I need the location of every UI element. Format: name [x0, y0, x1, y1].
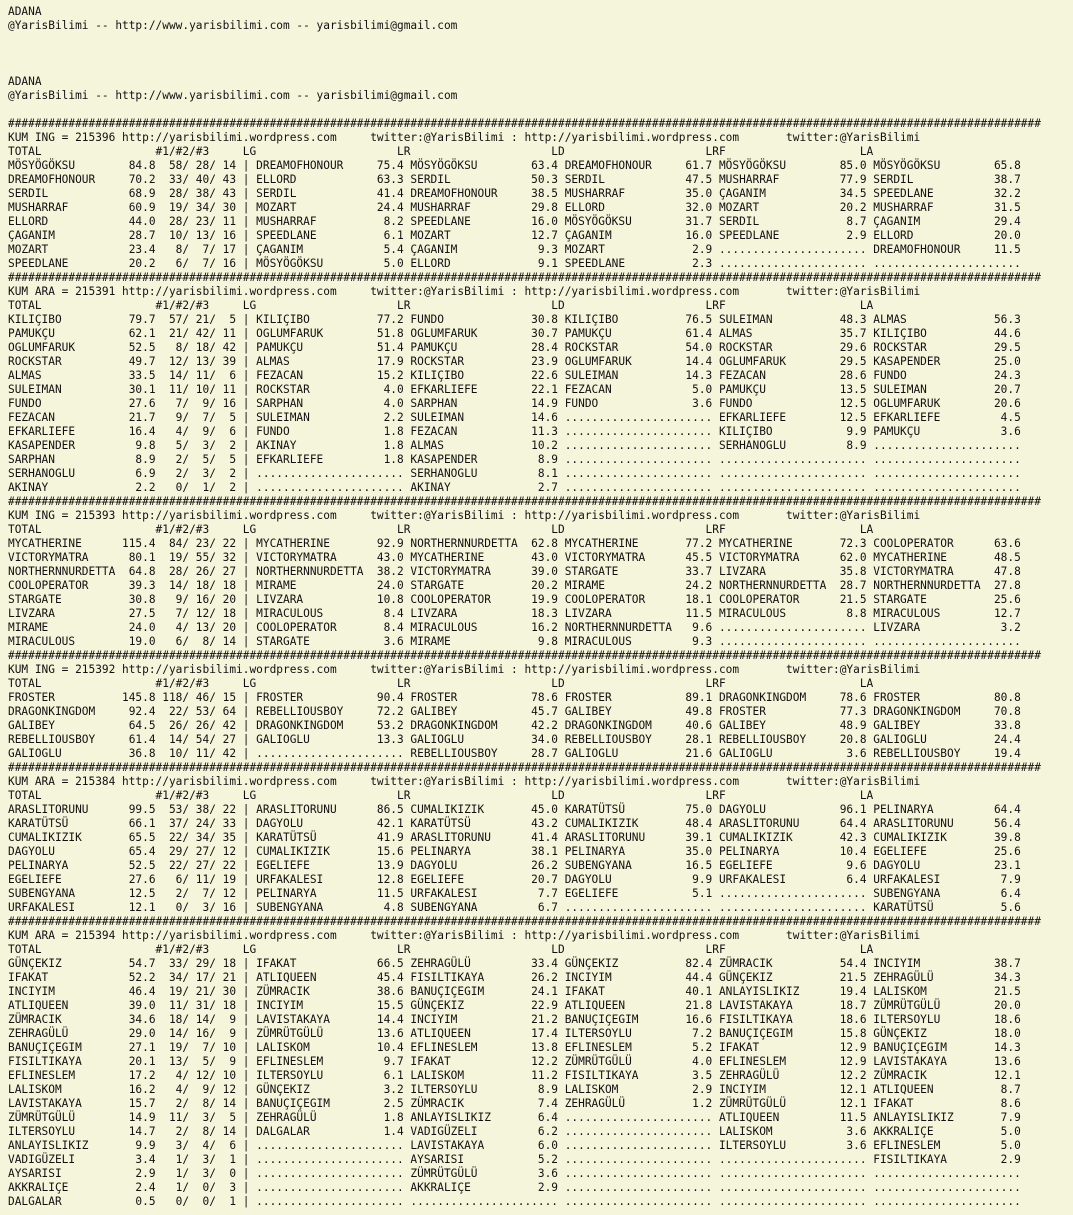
horse-stat-row: SPEEDLANE 20.2 6/ 7/ 16 | MÖSYÖGÖKSU 5.0 ELLORD 9.1 SPEEDLANE 2.3 ...................... ...................... [8, 257, 1021, 270]
horse-stat-row: ARASLITORUNU 99.5 53/ 38/ 22 | ARASLITORUNU 86.5 CUMALIKIZIK 45.0 KARATÜTSÜ 75.0 DAGYOLU 96.1 PELINARYA 64.4 [8, 803, 1021, 816]
horse-stat-row: MUSHARRAF 60.9 19/ 34/ 30 | MOZART 24.4 MUSHARRAF 29.8 ELLORD 32.0 MOZART 20.2 MUSHARRAF 31.5 [8, 201, 1021, 214]
horse-stat-row: BANUÇIÇEGIM 27.1 19/ 7/ 10 | LALISKOM 10.4 EFLINESLEM 13.8 EFLINESLEM 5.2 IFAKAT 12.9 BANUÇIÇEGIM 14.3 [8, 1041, 1021, 1054]
column-header-row: TOTAL #1/#2/#3 LG LR LD LRF LA [8, 677, 874, 690]
page-title: ADANA [8, 75, 42, 88]
horse-stat-row: MÖSYÖGÖKSU 84.8 58/ 28/ 14 | DREAMOFHONOUR 75.4 MÖSYÖGÖKSU 63.4 DREAMOFHONOUR 61.7 MÖSYÖGÖKSU 85.0 MÖSYÖGÖKSU 65.8 [8, 159, 1021, 172]
horse-stat-row: SERHANOGLU 6.9 2/ 3/ 2 | ...................... SERHANOGLU 8.1 ...................... ...................... ...................... [8, 467, 1021, 480]
section-separator: ########################################################################################################################################################## [8, 649, 1041, 662]
horse-stat-row: URFAKALESI 12.1 0/ 3/ 16 | SUBENGYANA 4.8 SUBENGYANA 6.7 ...................... ...................... KARATÜTSÜ 5.6 [8, 901, 1021, 914]
horse-stat-row: MIRAME 24.0 4/ 13/ 20 | COOLOPERATOR 8.4 MIRACULOUS 16.2 NORTHERNNURDETTA 9.6 ...................... LIVZARA 3.2 [8, 621, 1021, 634]
horse-stat-row: ALMAS 33.5 14/ 11/ 6 | FEZACAN 15.2 KILIÇIBO 22.6 SULEIMAN 14.3 FEZACAN 28.6 FUNDO 24.3 [8, 369, 1021, 382]
horse-stat-row: SERDIL 68.9 28/ 38/ 43 | SERDIL 41.4 DREAMOFHONOUR 38.5 MUSHARRAF 35.0 ÇAGANIM 34.5 SPEEDLANE 32.2 [8, 187, 1021, 200]
horse-stat-row: AKINAY 2.2 0/ 1/ 2 | ...................... AKINAY 2.7 ...................... ...................... ...................... [8, 481, 1021, 494]
horse-stat-row: REBELLIOUSBOY 61.4 14/ 54/ 27 | GALIOGLU 13.3 GALIOGLU 34.0 REBELLIOUSBOY 28.1 REBELLIOUSBOY 20.8 GALIOGLU 24.4 [8, 733, 1021, 746]
horse-stat-row: ROCKSTAR 49.7 12/ 13/ 39 | ALMAS 17.9 ROCKSTAR 23.9 OGLUMFARUK 14.4 OGLUMFARUK 29.5 KASAPENDER 25.0 [8, 355, 1021, 368]
horse-stat-row: DREAMOFHONOUR 70.2 33/ 40/ 43 | ELLORD 63.3 SERDIL 50.3 SERDIL 47.5 MUSHARRAF 77.9 SERDIL 38.7 [8, 173, 1021, 186]
horse-stat-row: AKKRALIÇE 2.4 1/ 0/ 3 | ...................... AKKRALIÇE 2.9 ...................... ...................... ...................... [8, 1181, 1021, 1194]
horse-stat-row: FROSTER 145.8 118/ 46/ 15 | FROSTER 90.4 FROSTER 78.6 FROSTER 89.1 DRAGONKINGDOM 78.6 FROSTER 80.8 [8, 691, 1021, 704]
horse-stat-row: EFKARLIEFE 16.4 4/ 9/ 6 | FUNDO 1.8 FEZACAN 11.3 ...................... KILIÇIBO 9.9 PAMUKÇU 3.6 [8, 425, 1021, 438]
race-header: KUM ARA = 215394 http://yarisbilimi.wordpress.com twitter:@YarisBilimi : http://yarisbilimi.wordpress.com twitter:@YarisBilimi [8, 929, 921, 942]
race-header: KUM ARA = 215384 http://yarisbilimi.wordpress.com twitter:@YarisBilimi : http://yarisbilimi.wordpress.com twitter:@YarisBilimi [8, 775, 921, 788]
race-header: KUM ING = 215393 http://yarisbilimi.wordpress.com twitter:@YarisBilimi : http://yarisbilimi.wordpress.com twitter:@YarisBilimi [8, 509, 921, 522]
blank-line [8, 33, 1073, 47]
horse-stat-row: MOZART 23.4 8/ 7/ 17 | ÇAGANIM 5.4 ÇAGANIM 9.3 MOZART 2.9 ...................... DREAMOFHONOUR 11.5 [8, 243, 1021, 256]
race-header: KUM ING = 215392 http://yarisbilimi.wordpress.com twitter:@YarisBilimi : http://yarisbilimi.wordpress.com twitter:@YarisBilimi [8, 663, 921, 676]
horse-stat-row: ÇAGANIM 28.7 10/ 13/ 16 | SPEEDLANE 6.1 MOZART 12.7 ÇAGANIM 16.0 SPEEDLANE 2.9 ELLORD 20.0 [8, 229, 1021, 242]
horse-stat-row: PAMUKÇU 62.1 21/ 42/ 11 | OGLUMFARUK 51.8 OGLUMFARUK 30.7 PAMUKÇU 61.4 ALMAS 35.7 KILIÇIBO 44.6 [8, 327, 1021, 340]
horse-stat-row: PELINARYA 52.5 22/ 27/ 22 | EGELIEFE 13.9 DAGYOLU 26.2 SUBENGYANA 16.5 EGELIEFE 9.6 DAGYOLU 23.1 [8, 859, 1021, 872]
horse-stat-row: SARPHAN 8.9 2/ 5/ 5 | EFKARLIEFE 1.8 KASAPENDER 8.9 ...................... ...................... ...................... [8, 453, 1021, 466]
horse-stat-row: ZÜMRACIK 34.6 18/ 14/ 9 | LAVISTAKAYA 14.4 INCIYIM 21.2 BANUÇIÇEGIM 16.6 FISILTIKAYA 18.6 ILTERSOYLU 18.6 [8, 1013, 1021, 1026]
horse-stat-row: DRAGONKINGDOM 92.4 22/ 53/ 64 | REBELLIOUSBOY 72.2 GALIBEY 45.7 GALIBEY 49.8 FROSTER 77.3 DRAGONKINGDOM 70.8 [8, 705, 1021, 718]
byline: @YarisBilimi -- http://www.yarisbilimi.com -- yarisbilimi@gmail.com [8, 89, 458, 102]
horse-stat-row: MIRACULOUS 19.0 6/ 8/ 14 | STARGATE 3.6 MIRAME 9.8 MIRACULOUS 9.3 ...................... ...................... [8, 635, 1021, 648]
horse-stat-row: ANLAYISLIKIZ 9.9 3/ 4/ 6 | ...................... LAVISTAKAYA 6.0 ...................... ILTERSOYLU 3.6 EFLINESLEM 5.0 [8, 1139, 1021, 1152]
column-header-row: TOTAL #1/#2/#3 LG LR LD LRF LA [8, 145, 874, 158]
horse-stat-row: OGLUMFARUK 52.5 8/ 18/ 42 | PAMUKÇU 51.4 PAMUKÇU 28.4 ROCKSTAR 54.0 ROCKSTAR 29.6 ROCKSTAR 29.5 [8, 341, 1021, 354]
page-title: ADANA [8, 5, 42, 18]
horse-stat-row: COOLOPERATOR 39.3 14/ 18/ 18 | MIRAME 24.0 STARGATE 20.2 MIRAME 24.2 NORTHERNNURDETTA 28.7 NORTHERNNURDETTA 27.8 [8, 579, 1021, 592]
horse-stat-row: SULEIMAN 30.1 11/ 10/ 11 | ROCKSTAR 4.0 EFKARLIEFE 22.1 FEZACAN 5.0 PAMUKÇU 13.5 SULEIMAN 20.7 [8, 383, 1021, 396]
blank-line [8, 47, 1073, 61]
horse-stat-row: CUMALIKIZIK 65.5 22/ 34/ 35 | KARATÜTSÜ 41.9 ARASLITORUNU 41.4 ARASLITORUNU 39.1 CUMALIKIZIK 42.3 CUMALIKIZIK 39.8 [8, 831, 1021, 844]
column-header-row: TOTAL #1/#2/#3 LG LR LD LRF LA [8, 943, 874, 956]
horse-stat-row: KARATÜTSÜ 66.1 37/ 24/ 33 | DAGYOLU 42.1 KARATÜTSÜ 43.2 CUMALIKIZIK 48.4 ARASLITORUNU 64.4 ARASLITORUNU 56.4 [8, 817, 1021, 830]
horse-stat-row: FISILTIKAYA 20.1 13/ 5/ 9 | EFLINESLEM 9.7 IFAKAT 12.2 ZÜMRÜTGÜLÜ 4.0 EFLINESLEM 12.9 LAVISTAKAYA 13.6 [8, 1055, 1021, 1068]
horse-stat-row: KASAPENDER 9.8 5/ 3/ 2 | AKINAY 1.8 ALMAS 10.2 ...................... SERHANOGLU 8.9 ...................... [8, 439, 1021, 452]
horse-stat-row: DALGALAR 0.5 0/ 0/ 1 | ...................... ...................... ...................... ...................... ...................... [8, 1195, 1021, 1208]
horse-stat-row: GALIBEY 64.5 26/ 26/ 42 | DRAGONKINGDOM 53.2 DRAGONKINGDOM 42.2 DRAGONKINGDOM 40.6 GALIBEY 48.9 GALIBEY 33.8 [8, 719, 1021, 732]
horse-stat-row: NORTHERNNURDETTA 64.8 28/ 26/ 27 | NORTHERNNURDETTA 38.2 VICTORYMATRA 39.0 STARGATE 33.7 LIVZARA 35.8 VICTORYMATRA 47.8 [8, 565, 1021, 578]
horse-stat-row: ZÜMRÜTGÜLÜ 14.9 11/ 3/ 5 | ZEHRAGÜLÜ 1.8 ANLAYISLIKIZ 6.4 ...................... ATLIQUEEN 11.5 ANLAYISLIKIZ 7.9 [8, 1111, 1021, 1124]
horse-stat-row: LALISKOM 16.2 4/ 9/ 12 | GÜNÇEKIZ 3.2 ILTERSOYLU 8.9 LALISKOM 2.9 INCIYIM 12.1 ATLIQUEEN 8.7 [8, 1083, 1021, 1096]
horse-stat-row: AYSARISI 2.9 1/ 3/ 0 | ...................... ZÜMRÜTGÜLÜ 3.6 ...................... ...................... ...................... [8, 1167, 1021, 1180]
blank-line [8, 103, 1073, 117]
section-separator: ########################################################################################################################################################## [8, 915, 1041, 928]
horse-stat-row: EFLINESLEM 17.2 4/ 12/ 10 | ILTERSOYLU 6.1 LALISKOM 11.2 FISILTIKAYA 3.5 ZEHRAGÜLÜ 12.2 ZÜMRACIK 12.1 [8, 1069, 1021, 1082]
horse-stat-row: FEZACAN 21.7 9/ 7/ 5 | SULEIMAN 2.2 SULEIMAN 14.6 ...................... EFKARLIEFE 12.5 EFKARLIEFE 4.5 [8, 411, 1021, 424]
section-separator: ########################################################################################################################################################## [8, 117, 1041, 130]
byline: @YarisBilimi -- http://www.yarisbilimi.com -- yarisbilimi@gmail.com [8, 19, 458, 32]
horse-stat-row: VICTORYMATRA 80.1 19/ 55/ 32 | VICTORYMATRA 43.0 MYCATHERINE 43.0 VICTORYMATRA 45.5 VICTORYMATRA 62.0 MYCATHERINE 48.5 [8, 551, 1021, 564]
section-separator: ########################################################################################################################################################## [8, 495, 1041, 508]
blank-line [8, 61, 1073, 75]
horse-stat-row: FUNDO 27.6 7/ 9/ 16 | SARPHAN 4.0 SARPHAN 14.9 FUNDO 3.6 FUNDO 12.5 OGLUMFARUK 20.6 [8, 397, 1021, 410]
horse-stat-row: INCIYIM 46.4 19/ 21/ 30 | ZÜMRACIK 38.6 BANUÇIÇEGIM 24.1 IFAKAT 40.1 ANLAYISLIKIZ 19.4 LALISKOM 21.5 [8, 985, 1021, 998]
horse-stat-row: ZEHRAGÜLÜ 29.0 14/ 16/ 9 | ZÜMRÜTGÜLÜ 13.6 ATLIQUEEN 17.4 ILTERSOYLU 7.2 BANUÇIÇEGIM 15.8 GÜNÇEKIZ 18.0 [8, 1027, 1021, 1040]
section-separator: ########################################################################################################################################################## [8, 271, 1041, 284]
race-header: KUM ING = 215396 http://yarisbilimi.wordpress.com twitter:@YarisBilimi : http://yarisbilimi.wordpress.com twitter:@YarisBilimi [8, 131, 921, 144]
horse-stat-row: LIVZARA 27.5 7/ 12/ 18 | MIRACULOUS 8.4 LIVZARA 18.3 LIVZARA 11.5 MIRACULOUS 8.8 MIRACULOUS 12.7 [8, 607, 1021, 620]
column-header-row: TOTAL #1/#2/#3 LG LR LD LRF LA [8, 523, 874, 536]
horse-stat-row: IFAKAT 52.2 34/ 17/ 21 | ATLIQUEEN 45.4 FISILTIKAYA 26.2 INCIYIM 44.4 GÜNÇEKIZ 21.5 ZEHRAGÜLÜ 34.3 [8, 971, 1021, 984]
column-header-row: TOTAL #1/#2/#3 LG LR LD LRF LA [8, 789, 874, 802]
horse-stat-row: EGELIEFE 27.6 6/ 11/ 19 | URFAKALESI 12.8 EGELIEFE 20.7 DAGYOLU 9.9 URFAKALESI 6.4 URFAKALESI 7.9 [8, 873, 1021, 886]
horse-stat-row: ELLORD 44.0 28/ 23/ 11 | MUSHARRAF 8.2 SPEEDLANE 16.0 MÖSYÖGÖKSU 31.7 SERDIL 8.7 ÇAGANIM 29.4 [8, 215, 1021, 228]
horse-stat-row: SUBENGYANA 12.5 2/ 7/ 12 | PELINARYA 11.5 URFAKALESI 7.7 EGELIEFE 5.1 ...................... SUBENGYANA 6.4 [8, 887, 1021, 900]
horse-stat-row: GÜNÇEKIZ 54.7 33/ 29/ 18 | IFAKAT 66.5 ZEHRAGÜLÜ 33.4 GÜNÇEKIZ 82.4 ZÜMRACIK 54.4 INCIYIM 38.7 [8, 957, 1021, 970]
horse-stat-row: VADIGÜZELI 3.4 1/ 3/ 1 | ...................... AYSARISI 5.2 ...................... ...................... FISILTIKAYA 2.9 [8, 1153, 1021, 1166]
section-separator: ########################################################################################################################################################## [8, 761, 1041, 774]
horse-stat-row: ATLIQUEEN 39.0 11/ 31/ 18 | INCIYIM 15.5 GÜNÇEKIZ 22.9 ATLIQUEEN 21.8 LAVISTAKAYA 18.7 ZÜMRÜTGÜLÜ 20.0 [8, 999, 1021, 1012]
column-header-row: TOTAL #1/#2/#3 LG LR LD LRF LA [8, 299, 874, 312]
horse-stat-row: KILIÇIBO 79.7 57/ 21/ 5 | KILIÇIBO 77.2 FUNDO 30.8 KILIÇIBO 76.5 SULEIMAN 48.3 ALMAS 56.3 [8, 313, 1021, 326]
horse-stat-row: LAVISTAKAYA 15.7 2/ 8/ 14 | BANUÇIÇEGIM 2.5 ZÜMRACIK 7.4 ZEHRAGÜLÜ 1.2 ZÜMRÜTGÜLÜ 12.1 IFAKAT 8.6 [8, 1097, 1021, 1110]
horse-stat-row: DAGYOLU 65.4 29/ 27/ 12 | CUMALIKIZIK 15.6 PELINARYA 38.1 PELINARYA 35.0 PELINARYA 10.4 EGELIEFE 25.6 [8, 845, 1021, 858]
race-header: KUM ARA = 215391 http://yarisbilimi.wordpress.com twitter:@YarisBilimi : http://yarisbilimi.wordpress.com twitter:@YarisBilimi [8, 285, 921, 298]
horse-stat-row: MYCATHERINE 115.4 84/ 23/ 22 | MYCATHERINE 92.9 NORTHERNNURDETTA 62.8 MYCATHERINE 77.2 MYCATHERINE 72.3 COOLOPERATOR 63.6 [8, 537, 1021, 550]
horse-stat-row: STARGATE 30.8 9/ 16/ 20 | LIVZARA 10.8 COOLOPERATOR 19.9 COOLOPERATOR 18.1 COOLOPERATOR 21.5 STARGATE 25.6 [8, 593, 1021, 606]
horse-stat-row: ILTERSOYLU 14.7 2/ 8/ 14 | DALGALAR 1.4 VADIGÜZELI 6.2 ...................... LALISKOM 3.6 AKKRALIÇE 5.0 [8, 1125, 1021, 1138]
horse-stat-row: GALIOGLU 36.8 10/ 11/ 42 | ...................... REBELLIOUSBOY 28.7 GALIOGLU 21.6 GALIOGLU 3.6 REBELLIOUSBOY 19.4 [8, 747, 1021, 760]
